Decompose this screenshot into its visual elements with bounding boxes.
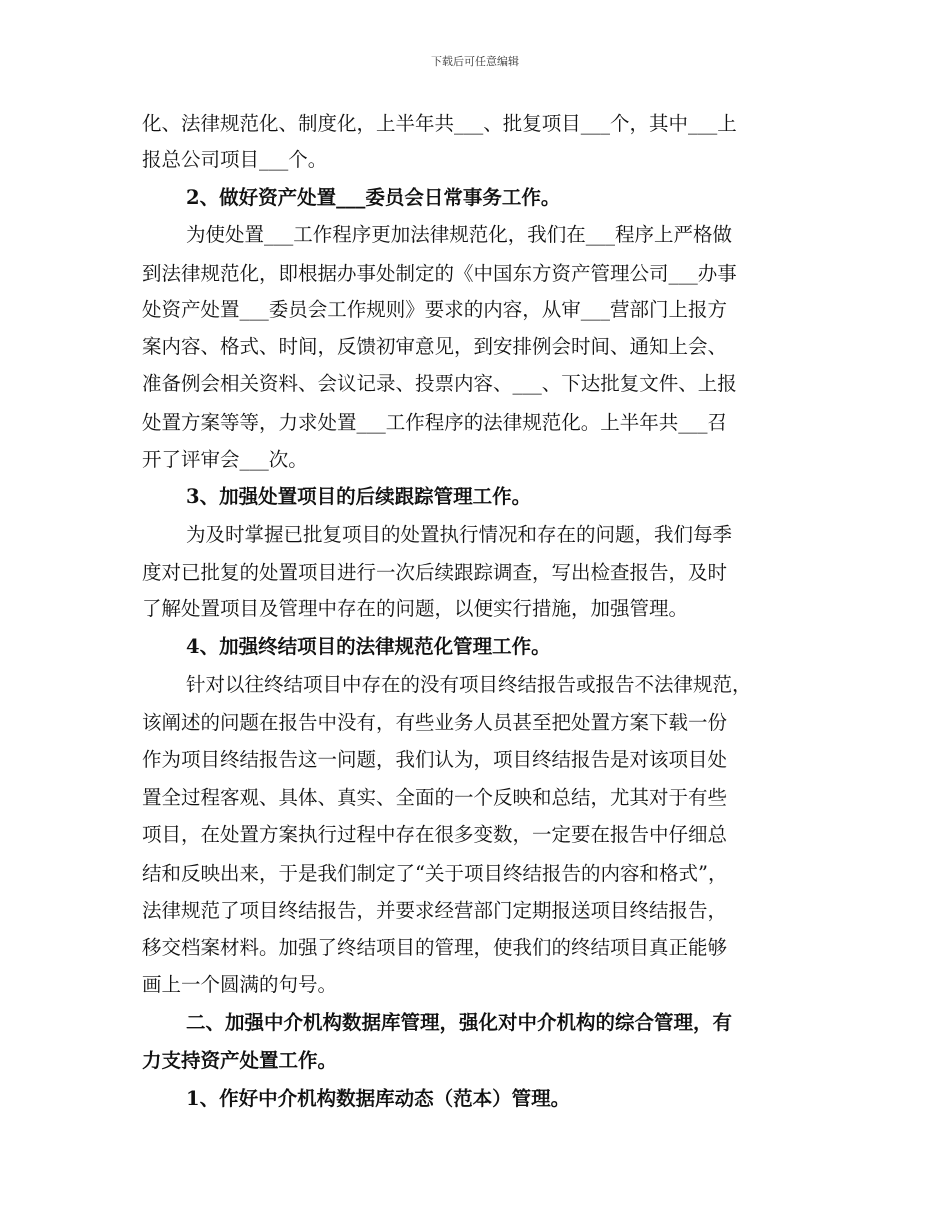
paragraph-line: 化、法律规范化、制度化，上半年共___、批复项目___个，其中___上 [142,112,737,135]
paragraph-line: 为及时掌握已批复项目的处置执行情况和存在的问题，我们每季 [186,523,733,546]
paragraph-line: 准备例会相关资料、会议记录、投票内容、___、下达批复文件、上报 [142,372,737,395]
page-header: 下载后可任意编辑 [431,55,519,68]
paragraph-line: 案内容、格式、时间，反馈初审意见，到安排例会时间、通知上会、 [142,335,728,358]
paragraph-line: 该阐述的问题在报告中没有，有些业务人员甚至把处置方案下载一份 [142,711,728,734]
section-heading-line: 2、做好资产处置___委员会日常事务工作。 [186,186,561,209]
paragraph-line: 处置方案等等，力求处置___工作程序的法律规范化。上半年共___召 [142,411,728,434]
paragraph-line: 置全过程客观、具体、真实、全面的一个反映和总结，尤其对于有些 [142,786,728,809]
paragraph-line: 画上一个圆满的句号。 [142,973,338,996]
paragraph-line: 项目，在处置方案执行过程中存在很多变数，一定要在报告中仔细总 [142,823,728,846]
paragraph-line: 了解处置项目及管理中存在的问题，以便实行措施，加强管理。 [142,597,689,620]
paragraph-line: 处资产处置___委员会工作规则》要求的内容，从审___营部门上报方 [142,298,728,321]
section-heading-line: 4、加强终结项目的法律规范化管理工作。 [186,635,551,658]
paragraph-line: 报总公司项目___个。 [142,148,328,171]
section-heading-line: 力支持资产处置工作。 [142,1049,338,1072]
paragraph-line: 法律规范了项目终结报告，并要求经营部门定期报送项目终结报告， [142,899,728,922]
paragraph-line: 开了评审会___次。 [142,448,308,471]
paragraph-line: 结和反映出来，于是我们制定了“关于项目终结报告的内容和格式”， [142,862,728,885]
paragraph-line: 为使处置___工作程序更加法律规范化，我们在___程序上严格做 [186,223,733,246]
paragraph-line: 针对以往终结项目中存在的没有项目终结报告或报告不法律规范， [186,673,752,696]
paragraph-line: 移交档案材料。加强了终结项目的管理，使我们的终结项目真正能够 [142,936,728,959]
paragraph-line: 作为项目终结报告这一问题，我们认为，项目终结报告是对该项目处 [142,748,728,771]
section-heading-line: 1、作好中介机构数据库动态（范本）管理。 [186,1087,571,1110]
paragraph-line: 度对已批复的处置项目进行一次后续跟踪调查，写出检查报告，及时 [142,561,728,584]
section-heading-line: 二、加强中介机构数据库管理，强化对中介机构的综合管理，有 [186,1011,733,1034]
section-heading-line: 3、加强处置项目的后续跟踪管理工作。 [186,485,532,508]
paragraph-line: 到法律规范化，即根据办事处制定的《中国东方资产管理公司___办事 [142,262,737,285]
